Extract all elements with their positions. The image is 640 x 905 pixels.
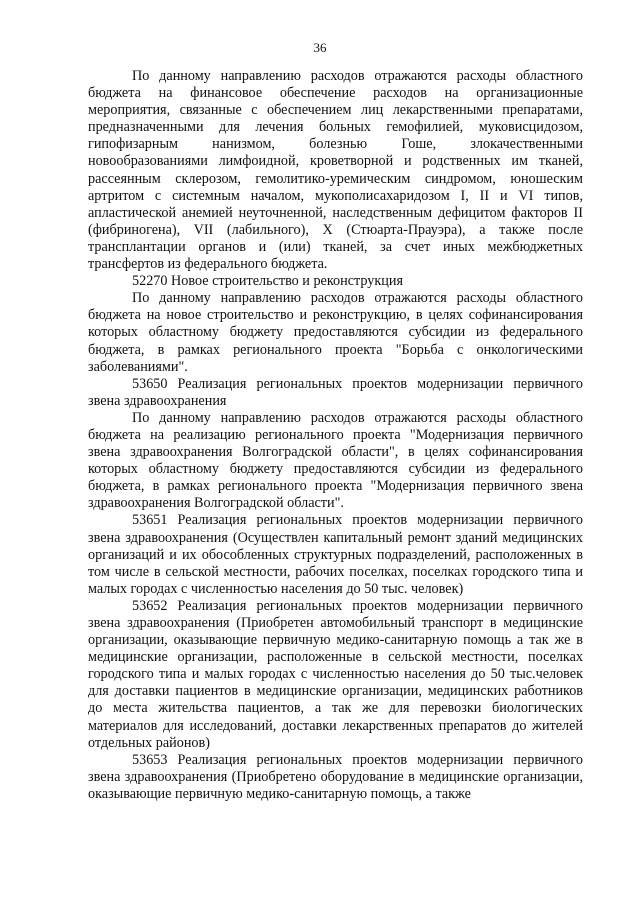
page-number: 36	[313, 40, 327, 55]
heading-53650: 53650 Реализация региональных проектов модернизации первичного звена здравоохранения	[88, 375, 583, 409]
paragraph-53651: 53651 Реализация региональных проектов модернизации первичного звена здравоохранения (Осуществлен капитальный ремонт зданий медицинских организаций и их обособленных структурных подразделений, расположенных в том числе в сельской местности, рабочих поселках, поселках городского типа и малых городах с численностью населения до 50 тыс. человек)	[88, 512, 583, 597]
paragraph-52270: По данному направлению расходов отражаются расходы областного бюджета на новое строительство и реконструкцию, в целях софинансирования которых областному бюджету предоставляются субсидии из федерального бюджета, в рамках регионального проекта "Борьба с онкологическими заболеваниями".	[88, 290, 583, 375]
document-body	[88, 68, 583, 803]
paragraph-53652: 53652 Реализация региональных проектов модернизации первичного звена здравоохранения (Приобретен автомобильный транспорт в медицинские организации, оказывающие первичную медико-санитарную помощь а так же в медицинские организации, расположенные в сельской местности, поселках городского типа и малых городах с численностью населения до 50 тыс.человек для доставки пациентов в медицинские организации, медицинских работников до места жительства пациентов, а так же для перевозки биологических материалов для исследований, доставки лекарственных препаратов до жителей отдельных районов)	[88, 597, 583, 751]
paragraph-53653: 53653 Реализация региональных проектов модернизации первичного звена здравоохранения (Приобретено оборудование в медицинские организации, оказывающие первичную медико-санитарную помощь, а также	[88, 751, 583, 802]
paragraph-hemophilia-drugs: По данному направлению расходов отражаются расходы областного бюджета на финансовое обеспечение расходов на организационные мероприятия, связанные с обеспечением лиц лекарственными препаратами, предназначенными для лечения больных гемофилией, муковисцидозом, гипофизарным нанизмом, болезнью Гоше, злокачественными новообразованиями лимфоидной, кроветворной и родственных им тканей, рассеянным склерозом, гемолитико-уремическим синдромом, юношеским артритом с системным началом, мукополисахаридозом I, II и VI типов, апластической анемией неуточненной, наследственным дефицитом факторов II (фибриногена), VII (лабильного), X (Стюарта-Прауэра), а также после трансплантации органов и (или) тканей, за счет иных межбюджетных трансфертов из федерального бюджета.	[88, 68, 583, 273]
heading-52270: 52270 Новое строительство и реконструкция	[132, 273, 403, 290]
paragraph-53650: По данному направлению расходов отражаются расходы областного бюджета на реализацию регионального проекта "Модернизация первичного звена здравоохранения Волгоградской области", в целях софинансирования которых областному бюджету предоставляются субсидии из федерального бюджета, в рамках регионального проекта "Модернизация первичного звена здравоохранения Волгоградской области".	[88, 409, 583, 512]
